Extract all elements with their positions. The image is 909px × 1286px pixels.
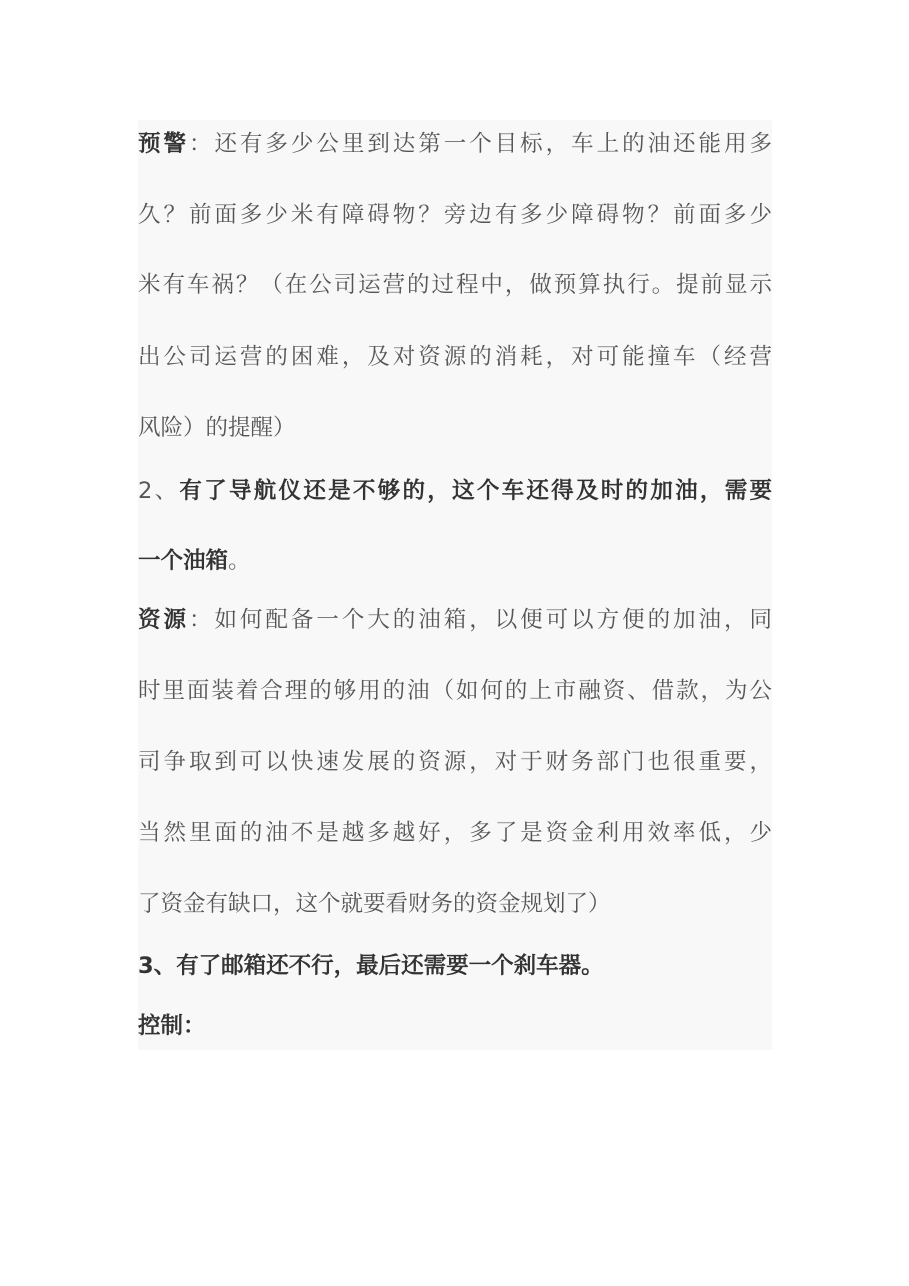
paragraph-warning-line-1	[138, 124, 772, 164]
warning-colon: ：	[188, 131, 215, 157]
warning-label: 预警	[138, 131, 189, 157]
resources-label: 资源	[138, 607, 189, 633]
paragraph-2-heading-end: 一个油箱	[138, 548, 229, 574]
paragraph-2-heading: 有了导航仪还是不够的，这个车还得及时的加油，需要	[179, 478, 772, 504]
warning-text: 还有多少公里到达第一个目标，车上的油还能用多	[214, 131, 772, 157]
paragraph-resources-line-3: 司争取到可以快速发展的资源，对于财务部门也很重要，	[138, 749, 772, 775]
paragraph-2-line-1	[138, 471, 772, 511]
paragraph-warning-line-4: 出公司运营的困难，及对资源的消耗，对可能撞车（经营	[138, 344, 772, 370]
paragraph-resources-line-5: 了资金有缺口，这个就要看财务的资金规划了）	[138, 891, 611, 917]
paragraph-resources-line-1	[138, 600, 772, 640]
paragraph-resources-line-2: 时里面装着合理的够用的油（如何的上市融资、借款，为公	[138, 678, 772, 704]
paragraph-resources-line-4: 当然里面的油不是越多越好，多了是资金利用效率低，少	[138, 820, 772, 846]
paragraph-warning-line-2: 久？前面多少米有障碍物？旁边有多少障碍物？前面多少	[138, 202, 772, 228]
paragraph-2-number: 2、	[138, 478, 180, 504]
resources-colon: ：	[188, 607, 215, 633]
paragraph-2-period: 。	[228, 548, 251, 574]
paragraph-warning-line-3: 米有车祸？（在公司运营的过程中，做预算执行。提前显示	[138, 272, 772, 298]
paragraph-2-line-2	[138, 541, 778, 581]
paragraph-3-heading: 3、有了邮箱还不行，最后还需要一个刹车器。	[138, 953, 604, 979]
resources-text: 如何配备一个大的油箱，以便可以方便的加油，同	[214, 607, 772, 633]
paragraph-warning-line-5: 风险）的提醒）	[138, 415, 296, 441]
control-label: 控制：	[138, 1013, 206, 1039]
